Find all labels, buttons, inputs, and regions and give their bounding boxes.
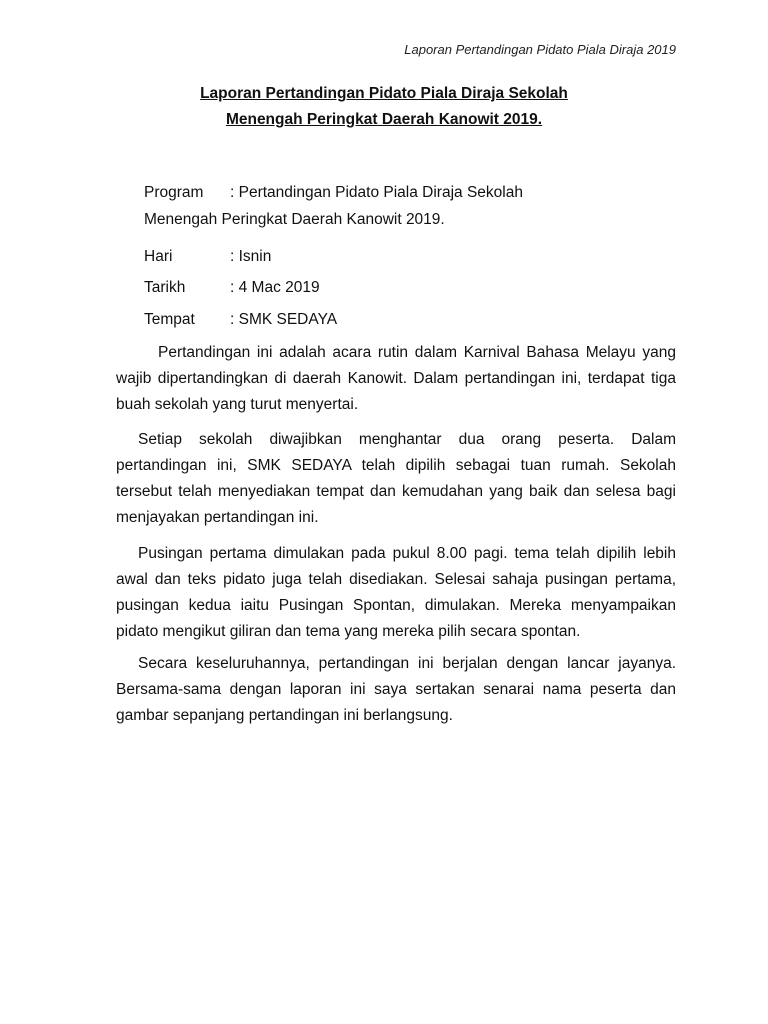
document-title-line-2: Menengah Peringkat Daerah Kanowit 2019. bbox=[225, 111, 543, 128]
tarikh-value: : 4 Mac 2019 bbox=[230, 279, 320, 296]
tempat-label: Tempat bbox=[144, 311, 195, 328]
running-header: Laporan Pertandingan Pidato Piala Diraja 2019 bbox=[404, 42, 676, 57]
paragraph-1: Pertandingan ini adalah acara rutin dalam Karnival Bahasa Melayu yang wajib dipertandingkan di daerah Kanowit. Dalam pertandingan ini, terdapat tiga buah sekolah yang turut menyertai. bbox=[116, 344, 676, 413]
program-value: : Pertandingan Pidato Piala Diraja Sekolah bbox=[230, 184, 523, 201]
document-title-line-1: Laporan Pertandingan Pidato Piala Diraja Sekolah bbox=[200, 85, 568, 102]
info-row-program bbox=[144, 184, 523, 202]
info-row-program-continuation bbox=[144, 211, 445, 229]
tempat-value: : SMK SEDAYA bbox=[230, 311, 338, 328]
paragraph-3: Pusingan pertama dimulakan pada pukul 8.00 pagi. tema telah dipilih lebih awal dan teks pidato juga telah disediakan. Selesai sahaja pusingan pertama, pusingan kedua iaitu Pusingan Spontan, dimulakan. Mereka menyampaikan pidato mengikut giliran dan tema yang mereka pilih secara spontan. bbox=[116, 545, 676, 640]
paragraph-4: Secara keseluruhannya, pertandingan ini berjalan dengan lancar jayanya. Bersama-sama dengan laporan ini saya sertakan senarai nama peserta dan gambar sepanjang pertandingan ini berlangsung. bbox=[116, 655, 676, 724]
info-row-tempat bbox=[144, 311, 337, 329]
info-row-hari bbox=[144, 248, 271, 266]
hari-value: : Isnin bbox=[230, 248, 272, 265]
hari-label: Hari bbox=[144, 248, 173, 265]
tarikh-label: Tarikh bbox=[144, 279, 186, 296]
info-row-tarikh bbox=[144, 279, 320, 297]
program-continuation: Menengah Peringkat Daerah Kanowit 2019. bbox=[144, 211, 445, 228]
paragraph-2: Setiap sekolah diwajibkan menghantar dua orang peserta. Dalam pertandingan ini, SMK SEDAYA telah dipilih sebagai tuan rumah. Sekolah tersebut telah menyediakan tempat dan kemudahan yang baik dan selesa bagi menjayakan pertandingan ini. bbox=[116, 431, 676, 526]
program-label: Program bbox=[144, 184, 204, 201]
